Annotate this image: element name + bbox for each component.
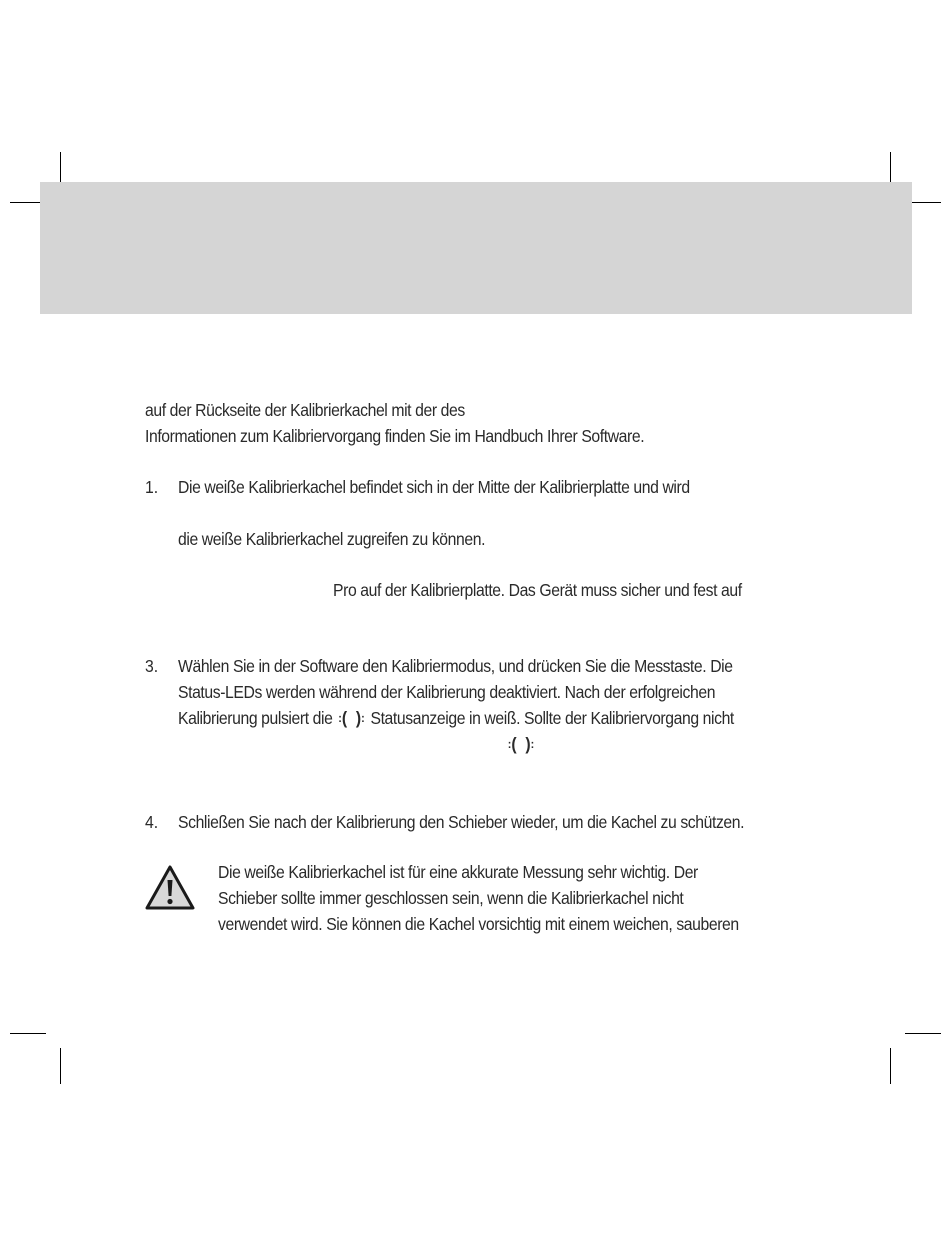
crop-mark-bottom-right-horizontal: [905, 1033, 941, 1034]
step-2-line-1: Pro auf der Kalibrierplatte. Das Gerät muss sicher und fest auf: [333, 580, 742, 600]
warning-line-3: verwendet wird. Sie können die Kachel vorsichtig mit einem weichen, sauberen: [218, 914, 739, 934]
status-led-icon: :( ):: [338, 708, 365, 728]
step-3-number: 3.: [145, 656, 159, 676]
step-4-number: 4.: [145, 812, 159, 832]
step-1-line-2: die weiße Kalibrierkachel zugreifen zu können.: [178, 529, 486, 549]
crop-mark-bottom-left-vertical: [60, 1048, 61, 1084]
warning-line-2: Schieber sollte immer geschlossen sein, wenn die Kalibrierkachel nicht: [218, 888, 684, 908]
warning-line-1: Die weiße Kalibrierkachel ist für eine akkurate Messung sehr wichtig. Der: [218, 862, 698, 882]
step-1-number: 1.: [145, 477, 159, 497]
step-3-line-2: Status-LEDs werden während der Kalibrierung deaktiviert. Nach der erfolgreichen: [178, 682, 716, 702]
status-led-icon-2: :( ):: [507, 734, 535, 754]
intro-line-2: Informationen zum Kalibriervorgang finden Sie im Handbuch Ihrer Software.: [145, 426, 645, 446]
intro-line-1: auf der Rückseite der Kalibrierkachel mit der des: [145, 400, 465, 420]
crop-mark-bottom-right-vertical: [890, 1048, 891, 1084]
step-3-line-3-end: Statusanzeige in weiß. Sollte der Kalibriervorgang nicht: [370, 708, 734, 728]
step-3-line-3-start: Kalibrierung pulsiert die: [178, 708, 333, 728]
header-band: [40, 182, 912, 314]
step-3-line-1: Wählen Sie in der Software den Kalibriermodus, und drücken Sie die Messtaste. Die: [178, 656, 733, 676]
step-3-line-3: [178, 705, 734, 731]
step-4-line-1: Schließen Sie nach der Kalibrierung den Schieber wieder, um die Kachel zu schützen.: [178, 812, 745, 832]
warning-triangle-icon: [144, 864, 196, 912]
crop-mark-bottom-left-horizontal: [10, 1033, 46, 1034]
step-1-line-1: Die weiße Kalibrierkachel befindet sich in der Mitte der Kalibrierplatte und wird: [178, 477, 690, 497]
